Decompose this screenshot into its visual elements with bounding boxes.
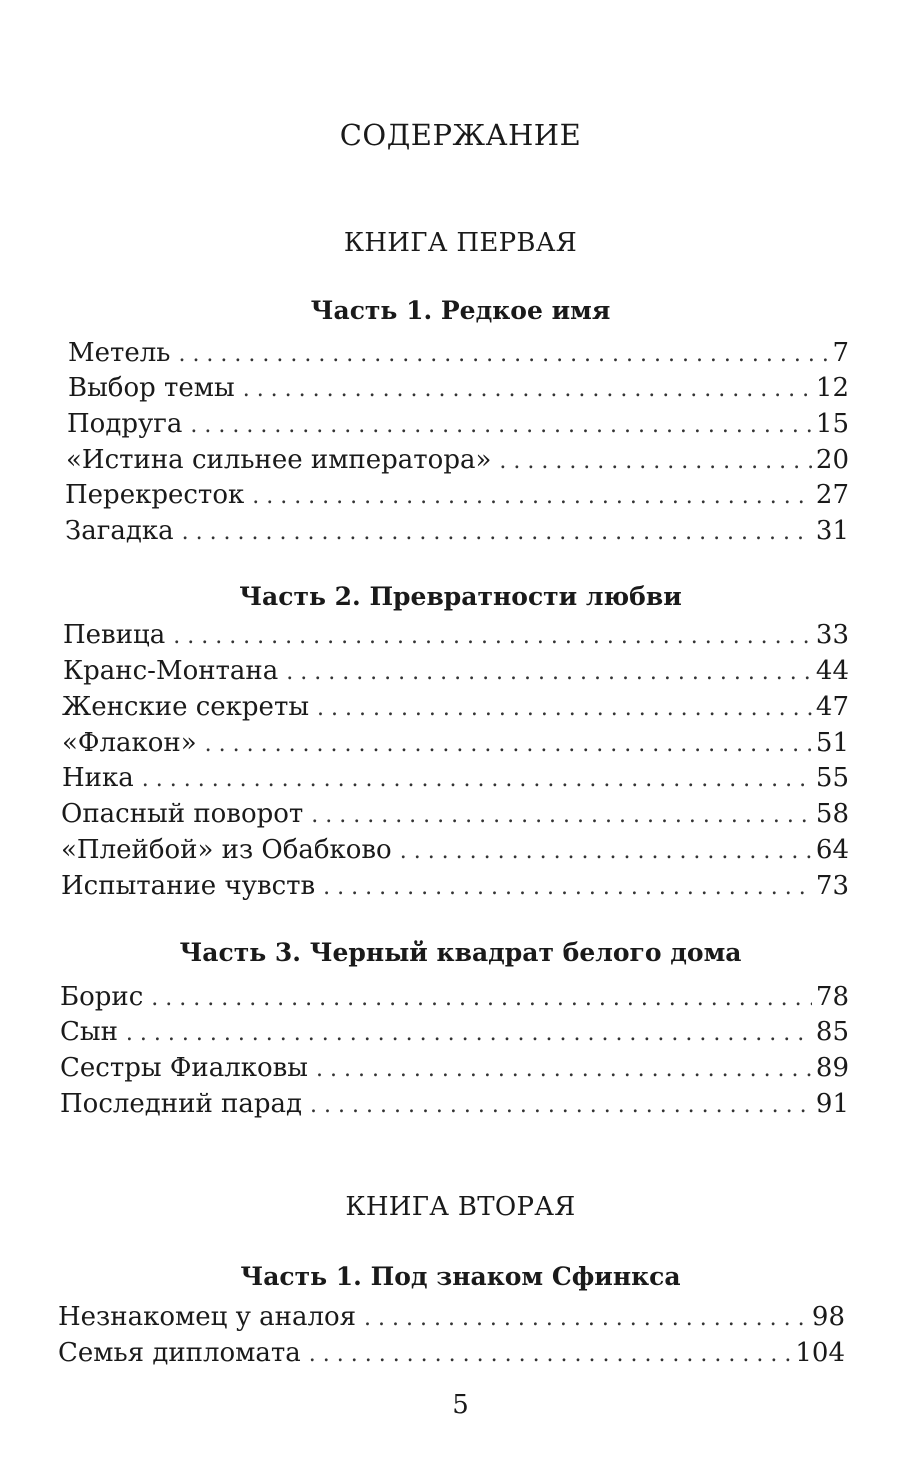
leader-dots	[316, 1057, 812, 1082]
entry-title: Сестры Фиалковы	[60, 1053, 308, 1083]
entry-page: 44	[815, 656, 849, 686]
entry-title: Последний парад	[60, 1089, 303, 1119]
entry-page: 89	[815, 1053, 849, 1083]
entry-title: Метель	[68, 338, 171, 368]
entry-title: Испытание чувств	[61, 871, 316, 901]
entry-title: Опасный поворот	[61, 799, 304, 829]
entry-page: 27	[815, 480, 849, 510]
entry-title: Подруга	[67, 409, 183, 439]
entry-page: 7	[832, 338, 849, 368]
toc-entry[interactable]	[63, 656, 849, 690]
entry-page: 47	[815, 692, 849, 722]
entry-page: 20	[815, 445, 849, 475]
leader-dots	[311, 803, 812, 828]
toc-entry[interactable]	[60, 1053, 849, 1087]
toc-entry[interactable]	[58, 1338, 845, 1372]
entry-page: 12	[815, 373, 849, 403]
entry-title: Борис	[60, 982, 144, 1012]
toc-entry[interactable]	[61, 871, 849, 905]
leader-dots	[400, 839, 812, 864]
entry-page: 98	[811, 1302, 845, 1332]
entry-title: Незнакомец у аналоя	[58, 1302, 357, 1332]
leader-dots	[499, 449, 812, 474]
entry-title: «Флакон»	[62, 728, 197, 758]
leader-dots	[309, 1342, 792, 1367]
entry-page: 55	[815, 763, 849, 793]
entry-title: «Плейбой» из Обабково	[61, 835, 392, 865]
book-two-part-one-heading: Часть 1. Под знаком Сфинкса	[240, 1262, 681, 1291]
entry-title: Загадка	[65, 516, 174, 546]
entry-title: «Истина сильнее императора»	[66, 445, 492, 475]
leader-dots	[151, 986, 812, 1011]
toc-entry[interactable]	[60, 1017, 849, 1051]
leader-dots	[182, 520, 812, 545]
toc-entry[interactable]	[62, 692, 849, 726]
entry-page: 33	[815, 620, 849, 650]
leader-dots	[310, 1093, 812, 1118]
leader-dots	[190, 413, 812, 438]
entry-title: Кранс-Монтана	[63, 656, 279, 686]
leader-dots	[126, 1021, 812, 1046]
entry-page: 73	[815, 871, 849, 901]
entry-page: 51	[815, 728, 849, 758]
toc-entry[interactable]	[58, 1302, 845, 1336]
toc-title: СОДЕРЖАНИЕ	[339, 118, 582, 152]
entry-page: 31	[815, 516, 849, 546]
entry-title: Перекресток	[65, 480, 245, 510]
entry-title: Женские секреты	[62, 692, 310, 722]
entry-page: 104	[795, 1338, 845, 1368]
toc-entry[interactable]	[60, 1089, 849, 1123]
leader-dots	[252, 484, 812, 509]
leader-dots	[173, 624, 812, 649]
toc-entry[interactable]	[68, 338, 849, 372]
toc-entry[interactable]	[65, 516, 849, 550]
book-one-part-two-heading: Часть 2. Превратности любви	[239, 582, 682, 611]
entry-title: Ника	[62, 763, 134, 793]
book-one-heading: КНИГА ПЕРВАЯ	[343, 228, 578, 258]
entry-title: Певица	[63, 620, 166, 650]
toc-entry[interactable]	[61, 799, 849, 833]
toc-entry[interactable]	[62, 728, 849, 762]
entry-page: 58	[815, 799, 849, 829]
book-two-heading: КНИГА ВТОРАЯ	[345, 1192, 576, 1222]
leader-dots	[317, 696, 812, 721]
leader-dots	[323, 875, 812, 900]
toc-entry[interactable]	[60, 982, 849, 1016]
leader-dots	[243, 377, 812, 402]
toc-entry[interactable]	[61, 835, 849, 869]
leader-dots	[286, 660, 812, 685]
toc-entry[interactable]	[63, 620, 849, 654]
entry-page: 15	[815, 409, 849, 439]
entry-page: 91	[815, 1089, 849, 1119]
toc-entry[interactable]	[66, 445, 849, 479]
leader-dots	[142, 767, 812, 792]
leader-dots	[364, 1306, 808, 1331]
entry-page: 85	[815, 1017, 849, 1047]
leader-dots	[178, 342, 828, 367]
leader-dots	[205, 732, 812, 757]
entry-page: 78	[815, 982, 849, 1012]
page-number: 5	[452, 1390, 469, 1420]
book-one-part-one-heading: Часть 1. Редкое имя	[310, 296, 611, 325]
entry-page: 64	[815, 835, 849, 865]
entry-title: Сын	[60, 1017, 118, 1047]
toc-entry[interactable]	[62, 763, 849, 797]
entry-title: Выбор темы	[68, 373, 235, 403]
toc-entry[interactable]	[67, 409, 849, 443]
toc-entry[interactable]	[65, 480, 849, 514]
toc-entry[interactable]	[68, 373, 849, 407]
book-one-part-three-heading: Часть 3. Черный квадрат белого дома	[179, 938, 742, 967]
entry-title: Семья дипломата	[58, 1338, 301, 1368]
